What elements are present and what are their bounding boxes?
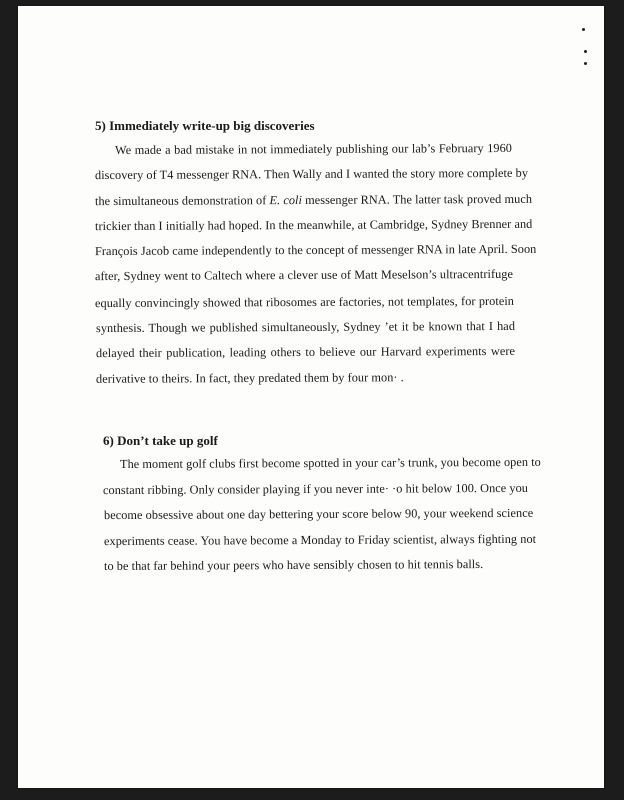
section-heading: 6) Don’t take up golf: [103, 433, 218, 448]
italic-text: E. coli: [269, 193, 303, 208]
paragraph-line: constant ribbing. Only consider playing if you never inte· ·o hit below 100. Once you: [102, 480, 529, 498]
paragraph-line: synthesis. Though we published simultaneously, Sydney ’et it be known that I had: [95, 318, 516, 336]
section-heading: 5) Immediately write-up big discoveries: [95, 118, 315, 133]
paragraph-line: experiments cease. You have become a Monday to Friday scientist, always fighting not: [103, 531, 537, 549]
paragraph-line: equally convincingly showed that ribosomes are factories, not templates, for protein: [94, 293, 515, 311]
paragraph-line: François Jacob came independently to the concept of messenger RNA in late April. Soon: [94, 241, 537, 259]
paragraph-line: We made a bad mistake in not immediately publishing our lab’s February 1960: [114, 140, 513, 158]
scan-speck: [584, 50, 587, 53]
paragraph-line: discovery of T4 messenger RNA. Then Wally and I wanted the story more complete by: [94, 165, 529, 183]
text-run: the simultaneous demonstration of: [94, 193, 270, 209]
document-page: [18, 6, 604, 788]
paragraph-line: after, Sydney went to Caltech where a clever use of Matt Meselson’s ultracentrifuge: [94, 266, 514, 284]
scan-speck: [584, 62, 587, 65]
paragraph-line: derivative to theirs. In fact, they predated them by four mon· .: [95, 370, 404, 386]
paragraph-line: delayed their publication, leading others to believe our Harvard experiments were: [95, 343, 516, 361]
paragraph-line: The moment golf clubs first become spotted in your car’s trunk, you become open to: [119, 454, 541, 472]
paragraph-line: to be that far behind your peers who have sensibly chosen to hit tennis balls.: [103, 557, 484, 573]
paragraph-line: [94, 191, 533, 209]
text-run: messenger RNA. The latter task proved much: [301, 191, 533, 208]
scan-speck: [582, 28, 585, 31]
paragraph-line: trickier than I initially had hoped. In the meanwhile, at Cambridge, Sydney Brenner and: [94, 216, 533, 234]
paragraph-line: become obsessive about one day bettering your score below 90, your weekend science: [103, 505, 534, 523]
